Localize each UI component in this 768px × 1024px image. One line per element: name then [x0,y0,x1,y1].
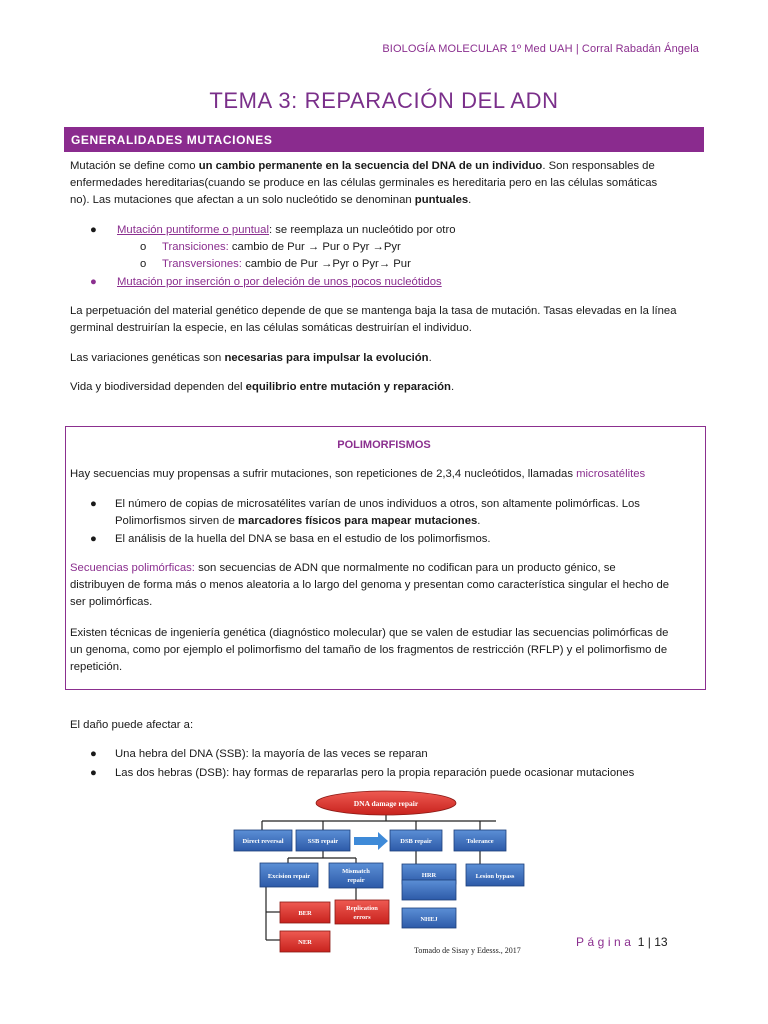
diagram-node-mismatch [329,863,383,888]
section-heading: GENERALIDADES MUTACIONES [64,127,704,152]
damage-intro: El daño puede afectar a: [70,719,194,731]
variation-paragraph: Las variaciones genéticas son necesarias para impulsar la evolución. [70,352,432,364]
diagram-label: DSB repair [400,838,432,845]
page-separator: | [647,935,651,949]
box-title: POLIMORFISMOS [337,439,431,451]
diagram-caption: Tomado de Sisay y Edesss., 2017 [414,946,521,955]
diagram-label: HRR [421,872,437,879]
microsatellite-paragraph: Hay secuencias muy propensas a sufrir mutaciones, son repeticiones de 2,3,4 nucleótidos, llamadas microsatélites [70,468,646,480]
biodiversity-paragraph: Vida y biodiversidad dependen del equilibrio entre mutación y reparación. [70,381,455,393]
page-label: Página [576,935,635,949]
diagram-label: repair [347,877,365,884]
diagram-node-nhej [402,880,456,900]
polymorphic-sequences-paragraph: Secuencias polimórficas: son secuencias de ADN que normalmente no codifican para un producto génico, se distribuyen de forma más o menos aleatoria a lo largo del genoma y presentan como característica singular el hecho de ser polimórficas. [70,562,670,609]
perpetuation-paragraph: La perpetuación del material genético depende de que se mantenga baja la tasa de mutación. Tasas elevadas en la línea germinal destruirían la especie, en las células somáticas destruirían el individuo. [70,305,677,335]
diagram-label: SSB repair [307,838,339,845]
diagram-label: Lesion bypass [475,873,515,880]
diagram-label: errors [353,914,371,921]
arrow-right-icon [354,832,388,850]
page-number: 1 [637,935,645,949]
techniques-paragraph: Existen técnicas de ingeniería genética (diagnóstico molecular) que se valen de estudiar las secuencias polimórficas de un genoma, como por ejemplo el polimorfismo del tamaño de los fragmentos de restricción (RFLP) y el polimorfismo de repetición. [70,627,669,674]
dna-repair-diagram [226,788,550,958]
definition-paragraph: Mutación se define como un cambio permanente en la secuencia del DNA de un individuo. Son responsables de enfermedades hereditarias(cuando se produce en las células germinales es hereditaria pero en las células somáticas no). Las mutaciones que afectan a un solo nucleótido se denominan puntuales. [70,160,658,207]
diagram-label: Tolerance [466,838,494,845]
page-title: TEMA 3: REPARACIÓN DEL ADN [209,88,559,113]
diagram-label: Replication [346,905,378,912]
diagram-label: Direct reversal [242,838,284,845]
diagram-label: BER [298,910,312,917]
diagram-label: Mismatch [342,868,370,875]
page-total: 13 [654,935,668,949]
diagram-label: NER [298,939,312,946]
page-footer [576,935,668,949]
diagram-label: Excision repair [267,873,311,880]
diagram-label: DNA damage repair [353,799,419,808]
diagram-label: NHEJ [420,916,438,923]
running-header: BIOLOGÍA MOLECULAR 1º Med UAH | Corral Rabadán Ángela [382,43,699,55]
